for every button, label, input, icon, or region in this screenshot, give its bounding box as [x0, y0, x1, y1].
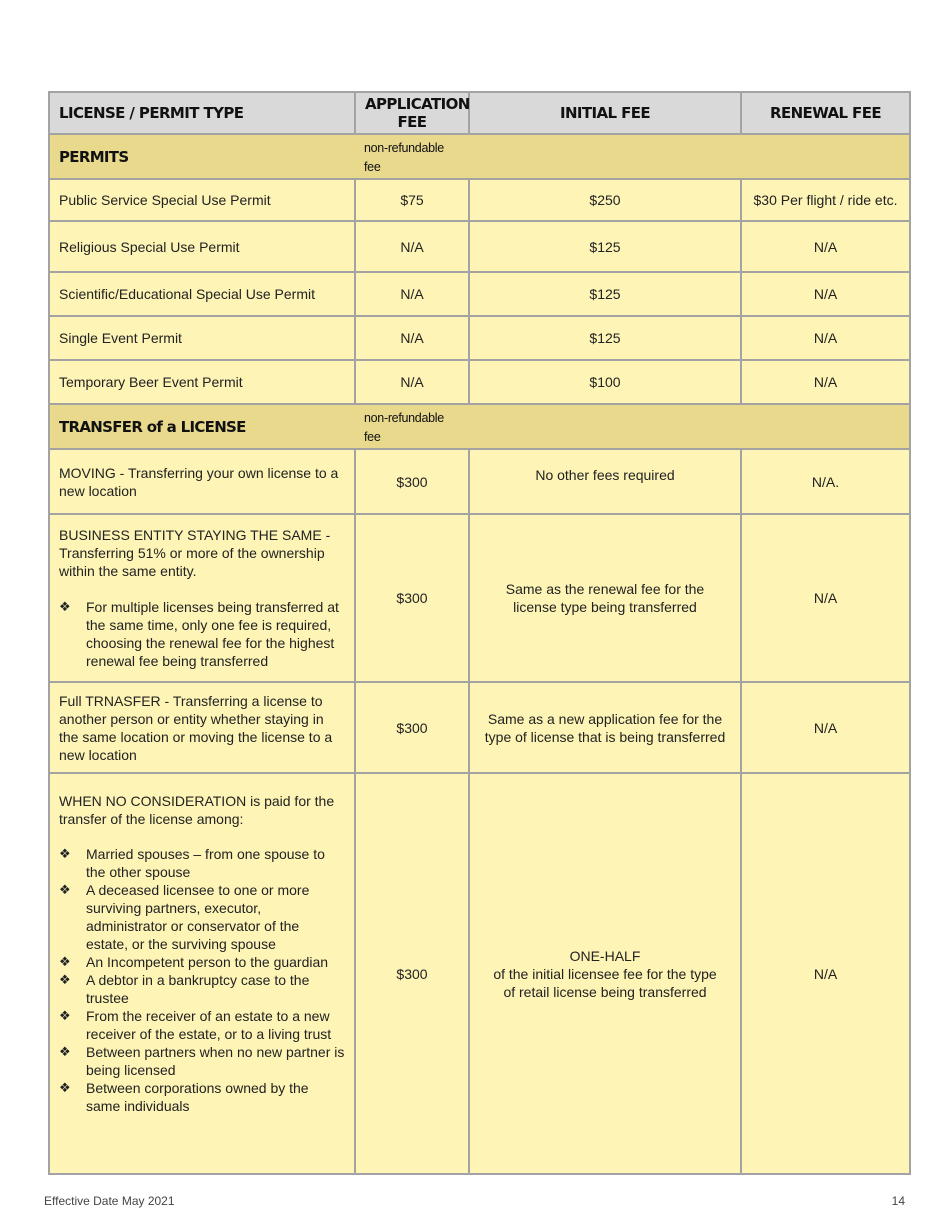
diamond-bullet-icon: ❖ — [59, 1044, 71, 1059]
header-license-type: LICENSE / PERMIT TYPE — [49, 92, 355, 134]
list-item: ❖ An Incompetent person to the guardian — [59, 954, 329, 970]
cell-renewal: N/A. — [741, 449, 910, 514]
cell-application: N/A — [355, 360, 469, 404]
table-row — [49, 682, 910, 773]
cell-renewal: N/A — [741, 272, 910, 316]
cell-type: Scientific/Educational Special Use Permit — [49, 272, 355, 316]
cell-renewal: N/A — [741, 682, 910, 773]
diamond-bullet-icon: ❖ — [59, 1008, 71, 1023]
cell-type: Full TRNASFER - Transferring a license to another person or entity whether staying in the same location or moving the license to a new location — [49, 682, 355, 773]
effective-date: Effective Date May 2021 — [44, 1194, 175, 1208]
initial-text: of the initial licensee fee for the type of retail license being transferred — [493, 965, 717, 1000]
diamond-bullet-icon: ❖ — [59, 954, 71, 969]
cell-renewal: N/A — [741, 773, 910, 1174]
cell-type: Religious Special Use Permit — [49, 221, 355, 272]
cell-application: $300 — [355, 514, 469, 682]
cell-initial: No other fees required — [469, 449, 741, 514]
list-item: ❖ Married spouses – from one spouse to the other spouse — [59, 846, 325, 880]
list-item: ❖ For multiple licenses being transferred at the same time, only one fee is required, choosing the renewal fee for the highest renewal fee being transferred — [59, 599, 339, 669]
cell-initial: Same as the renewal fee for the license type being transferred — [469, 514, 741, 682]
bullet-list — [59, 845, 345, 1115]
cell-type: Single Event Permit — [49, 316, 355, 360]
cell-type-text: WHEN NO CONSIDERATION is paid for the transfer of the license among: — [59, 793, 335, 827]
header-application-fee: APPLICATION FEE — [355, 92, 469, 134]
section-title: TRANSFER of a LICENSE — [59, 417, 246, 436]
bullet-list — [59, 598, 345, 670]
section-note: non-refundable fee — [364, 140, 444, 174]
list-item: ❖ From the receiver of an estate to a new receiver of the estate, or to a living trust — [59, 1008, 332, 1042]
cell-initial: $125 — [469, 221, 741, 272]
diamond-bullet-icon: ❖ — [59, 882, 71, 897]
diamond-bullet-icon: ❖ — [59, 846, 71, 861]
cell-initial: $250 — [469, 179, 741, 221]
cell-type: Temporary Beer Event Permit — [49, 360, 355, 404]
cell-renewal: N/A — [741, 316, 910, 360]
cell-application: N/A — [355, 221, 469, 272]
cell-initial — [469, 773, 741, 1174]
page-number: 14 — [891, 1194, 905, 1208]
cell-initial: Same as a new application fee for the type of license that is being transferred — [469, 682, 741, 773]
table-row — [49, 360, 910, 404]
cell-renewal: N/A — [741, 514, 910, 682]
table-header-row — [49, 92, 910, 134]
cell-type-text: BUSINESS ENTITY STAYING THE SAME - Transferring 51% or more of the ownership within the same entity. — [59, 527, 331, 579]
diamond-bullet-icon: ❖ — [59, 1080, 71, 1095]
header-initial-fee: INITIAL FEE — [469, 92, 741, 134]
cell-type — [49, 773, 355, 1174]
cell-initial: $100 — [469, 360, 741, 404]
diamond-bullet-icon: ❖ — [59, 972, 71, 987]
list-item: ❖ Between partners when no new partner is being licensed — [59, 1044, 345, 1078]
cell-application: N/A — [355, 272, 469, 316]
table-row — [49, 449, 910, 514]
diamond-bullet-icon: ❖ — [59, 599, 71, 614]
section-note: non-refundable fee — [364, 410, 444, 444]
list-item: ❖ Between corporations owned by the same individuals — [59, 1080, 309, 1114]
table-row — [49, 773, 910, 1174]
cell-application: $300 — [355, 449, 469, 514]
list-item: ❖ A deceased licensee to one or more surviving partners, executor, administrator or conservator of the estate, or the surviving spouse — [59, 882, 310, 952]
cell-application: $300 — [355, 773, 469, 1174]
table-row — [49, 514, 910, 682]
table-row — [49, 272, 910, 316]
cell-application: $300 — [355, 682, 469, 773]
table-row — [49, 179, 910, 221]
table-row — [49, 316, 910, 360]
cell-application: N/A — [355, 316, 469, 360]
cell-application: $75 — [355, 179, 469, 221]
initial-title: ONE-HALF — [569, 947, 641, 964]
cell-renewal: N/A — [741, 221, 910, 272]
fee-table — [48, 91, 911, 1175]
cell-initial: $125 — [469, 272, 741, 316]
cell-type — [49, 514, 355, 682]
header-renewal-fee: RENEWAL FEE — [741, 92, 910, 134]
section-title: PERMITS — [59, 147, 129, 166]
cell-initial: $125 — [469, 316, 741, 360]
cell-renewal: $30 Per flight / ride etc. — [741, 179, 910, 221]
list-item: ❖ A debtor in a bankruptcy case to the trustee — [59, 972, 310, 1006]
section-transfer — [49, 404, 910, 449]
section-permits — [49, 134, 910, 179]
cell-type: Public Service Special Use Permit — [49, 179, 355, 221]
table-row — [49, 221, 910, 272]
cell-type: MOVING - Transferring your own license to a new location — [49, 449, 355, 514]
cell-renewal: N/A — [741, 360, 910, 404]
